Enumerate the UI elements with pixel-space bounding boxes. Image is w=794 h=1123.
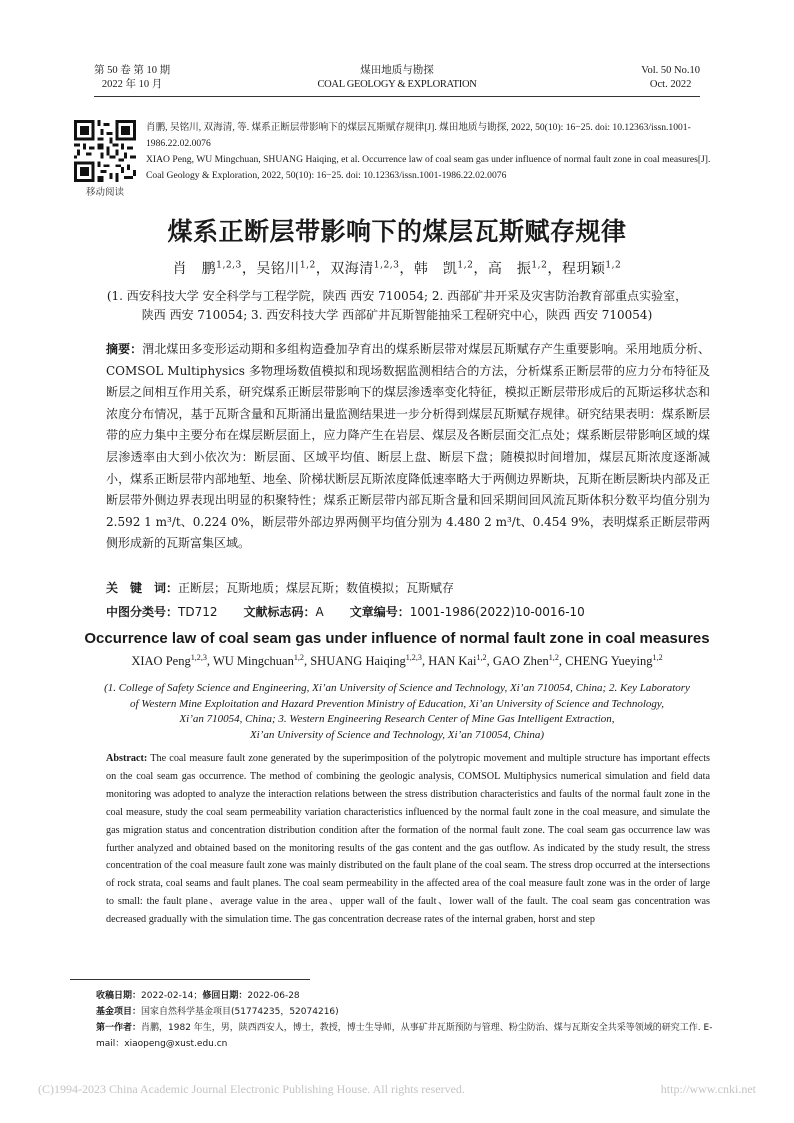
author-name: CHENG Yueying: [565, 654, 653, 668]
author-name: 肖 鹏: [172, 261, 217, 277]
received-label: 收稿日期：: [96, 991, 142, 1001]
affiliation-en-line: (1. College of Safety Science and Engineering, Xi’an University of Science and Technology, Xi’an 710054, China; 2. Key Laboratory: [104, 682, 690, 694]
abstract-cn-label: 摘要：: [106, 342, 143, 356]
footnote-divider: [70, 979, 310, 980]
author-affiliation-sup: 1,2,3: [373, 260, 400, 271]
affiliation-cn-line: (1. 西安科技大学 安全科学与工程学院，陕西 西安 710054; 2. 西部矿井开采及灾害防治教育部重点实验室，: [106, 289, 688, 303]
header-vol-en: Vol. 50 No.10: [641, 65, 700, 76]
affiliations-en: [74, 681, 720, 743]
qr-code-icon[interactable]: [74, 120, 136, 182]
watermark-copyright: (C)1994-2023 China Academic Journal Electronic Publishing House. All rights reserved.: [38, 1082, 465, 1096]
doc-code-value: A: [315, 605, 324, 619]
first-author-text: 肖鹏，1982 年生，男，陕西西安人，博士，教授，博士生导师，从事矿井瓦斯预防与管理、粉尘防治、煤与瓦斯安全共采等领域的研究工作. E-mail：xiaopeng@xust.edu.cn: [96, 1023, 713, 1049]
header-journal: [94, 64, 700, 92]
header-vol-cn: 第 50 卷 第 10 期: [94, 65, 171, 76]
author-affiliation-sup: 1,2: [548, 652, 559, 662]
footnote-fund: [96, 1004, 714, 1020]
doc-code-label: 文献标志码：: [243, 605, 316, 619]
citation-en: XIAO Peng, WU Mingchuan, SHUANG Haiqing, et al. Occurrence law of coal seam gas under influence of normal fault zone in coal measures[J]. Coal Geology & Exploration, 2022, 50(10): 16−25. doi: 10.12363/issn.1001-1986.22.02.0076: [146, 154, 711, 181]
abstract-cn: [106, 339, 710, 555]
clc-label: 中图分类号：: [106, 605, 179, 619]
footnotes: [96, 988, 714, 1052]
author-affiliation-sup: 1,2: [652, 652, 663, 662]
author-affiliation-sup: 1,2: [457, 260, 474, 271]
affiliations-cn: [60, 287, 734, 325]
journal-name-cn: 煤田地质与勘探: [360, 65, 434, 76]
header-volume-en: [641, 64, 700, 92]
author-affiliation-sup: 1,2: [476, 652, 487, 662]
article-title-en: Occurrence law of coal seam gas under influence of normal fault zone in coal measures: [84, 630, 710, 647]
abstract-cn-text: 渭北煤田多变形运动期和多组构造叠加孕育出的煤系断层带对煤层瓦斯赋存产生重要影响。采用地质分析、COMSOL Multiphysics 多物理场数值模拟和现场数据监测相结合的方法，分析煤系正断层带的应力分布特征及断层之间相互作用关系，研究煤系正断层带影响下的煤层渗透率变化特征，模拟正断层带形成后的瓦斯运移状态和浓度分布情况，基于瓦斯含量和瓦斯涌出量监测结果进一步分析得到煤层瓦斯赋存规律。研究结果表明：煤系断层带的应力集中主要分布在煤层断层面上，应力降产生在岩层、煤层及各断层面交汇点处；煤系断层带影响区域的煤层渗透率由大到小依次为：断层面、区域平均值、断层上盘、断层下盘；随模拟时间增加，煤层瓦斯浓度逐渐减小，煤系正断层带内部地堑、地垒、阶梯状断层瓦斯浓度降低速率略大于两侧边界断块，瓦斯在断层断块内部及正断层带外侧边界表现出明显的积聚特性；煤系正断层带内部瓦斯含量和回采期间回风流瓦斯体积分数平均值分别为 2.592 1 m³/t、0.224 0%，断层带外部边界两侧平均值分别为 4.480 2 m³/t、0.454 9%，表明煤系正断层带两侧形成新的瓦斯富集区域。: [106, 342, 710, 551]
affiliation-en-line: of Western Mine Exploitation and Hazard Prevention Ministry of Education, Xi’an University of Science and Technology,: [130, 697, 664, 710]
author-name: WU Mingchuan: [212, 654, 294, 668]
running-header: [94, 64, 700, 94]
revised-label: 修回日期：: [202, 991, 248, 1001]
author-affiliation-sup: 1,2: [531, 260, 548, 271]
affiliation-cn-line: 陕西 西安 710054; 3. 西安科技大学 西部矿井瓦斯智能抽采工程研究中心，陕西 西安 710054): [141, 308, 653, 322]
author-affiliation-sup: 1,2: [293, 652, 304, 662]
article-no-value: 1001-1986(2022)10-0016-10: [409, 605, 585, 619]
affiliation-en-line: Xi’an University of Science and Technology, Xi’an 710054, China): [249, 728, 545, 741]
author-name: 程玥颖: [561, 261, 606, 277]
watermark-url[interactable]: http://www.cnki.net: [660, 1082, 756, 1096]
authors-en: XIAO Peng$^{1,2,3}$, WU Mingchuan$^{1,2}$, SHUANG Haiqing$^{1,2,3}$, HAN Kai$^{1,2}$, GAO Zhen$^{1,2}$, CHENG Yueying$^{1,2}$: [131, 652, 663, 668]
author-name: GAO Zhen: [492, 654, 549, 668]
first-author-label: 第一作者：: [96, 1023, 142, 1033]
abstract-en-text: The coal measure fault zone generated by the superimposition of the polytropic movement and multiple structure has important effects on the coal seam gas occurrence. The method of combining the geologic analysis, COMSOL Multiphysics numerical simulation and field data monitoring was adopted to analyze the interaction relations between the stress distribution characteristics and faults of the normal fault zone in the coal measure, study the coal seam permeability variation characteristics influenced by the normal fault zone in the coal measure, and simulate the gas migration status and concentration distribution condition after the formation of the normal fault zone. The coal seam gas occurrence law was further analyzed and obtained based on the monitoring results of the gas content and the gas outflow. As indicated by the study result, the stress concentration of the coal measure fault zone was mainly distributed on the fault plane of the coal seam. The stress drop occurred at the intersections of rock strata, coal seams and fault planes. The coal seam permeability in the affected area of the coal measure fault zone was in the order of large to small: the fault plane、average value in the area、upper wall of the fault、lower wall of the fault. The coal seam gas concentration was decreased gradually with the simulation time. The gas concentration decrease rates of the internal graben, horst and step: [106, 753, 710, 926]
author-affiliation-sup: 1,2: [299, 260, 316, 271]
header-divider: [94, 96, 700, 97]
citation-cn: 肖鹏, 吴铭川, 双海清, 等. 煤系正断层带影响下的煤层瓦斯赋存规律[J]. 煤田地质与勘探, 2022, 50(10): 16−25. doi: 10.12363/issn.1001-1986.22.02.0076: [146, 122, 691, 149]
keywords-cn-label: 关 键 词：: [106, 581, 179, 595]
header-date-cn: 2022 年 10 月: [101, 79, 163, 90]
revised-date: 2022-06-28: [247, 991, 300, 1001]
affiliation-en-line: Xi’an 710054, China; 3. Western Engineering Research Center of Mine Gas Intelligent Extraction,: [179, 713, 615, 725]
author-name: XIAO Peng: [131, 654, 191, 668]
footnote-author: [96, 1020, 714, 1052]
received-date: 2022-02-14；: [141, 991, 203, 1001]
classification-line: [106, 603, 710, 620]
authors-cn: 肖 鹏$^{1,2,3}$，吴铭川$^{1,2}$，双海清$^{1,2,3}$，韩 凯$^{1,2}$，高 振$^{1,2}$，程玥颖$^{1,2}$: [172, 260, 622, 277]
author-affiliation-sup: 1,2,3: [190, 652, 207, 662]
author-affiliation-sup: 1,2,3: [216, 260, 242, 271]
author-name: 双海清: [330, 261, 374, 277]
keywords-cn-text: 正断层；瓦斯地质；煤层瓦斯；数值模拟；瓦斯赋存: [178, 581, 455, 595]
footnote-dates: [96, 988, 714, 1004]
article-title-cn: 煤系正断层带影响下的煤层瓦斯赋存规律: [167, 217, 627, 246]
header-date-en: Oct. 2022: [649, 79, 692, 90]
clc-value: TD712: [178, 605, 218, 619]
qr-caption: 移动阅读: [85, 187, 124, 198]
author-affiliation-sup: 1,2,3: [405, 652, 422, 662]
abstract-en: [106, 750, 710, 929]
keywords-cn: [106, 579, 710, 596]
author-name: 高 振: [487, 261, 532, 277]
article-no-label: 文章编号：: [349, 605, 410, 619]
journal-name-en: COAL GEOLOGY & EXPLORATION: [317, 79, 477, 90]
author-name: 吴铭川: [256, 261, 300, 277]
abstract-en-label: Abstract:: [106, 753, 148, 764]
author-affiliation-sup: 1,2: [605, 260, 622, 271]
fund-text: 国家自然科学基金项目(51774235，52074216): [141, 1007, 339, 1017]
author-name: 韩 凯: [413, 261, 458, 277]
author-name: SHUANG Haiqing: [310, 654, 406, 668]
citation-block: [146, 120, 716, 184]
author-name: HAN Kai: [428, 654, 477, 668]
fund-label: 基金项目：: [96, 1007, 142, 1017]
